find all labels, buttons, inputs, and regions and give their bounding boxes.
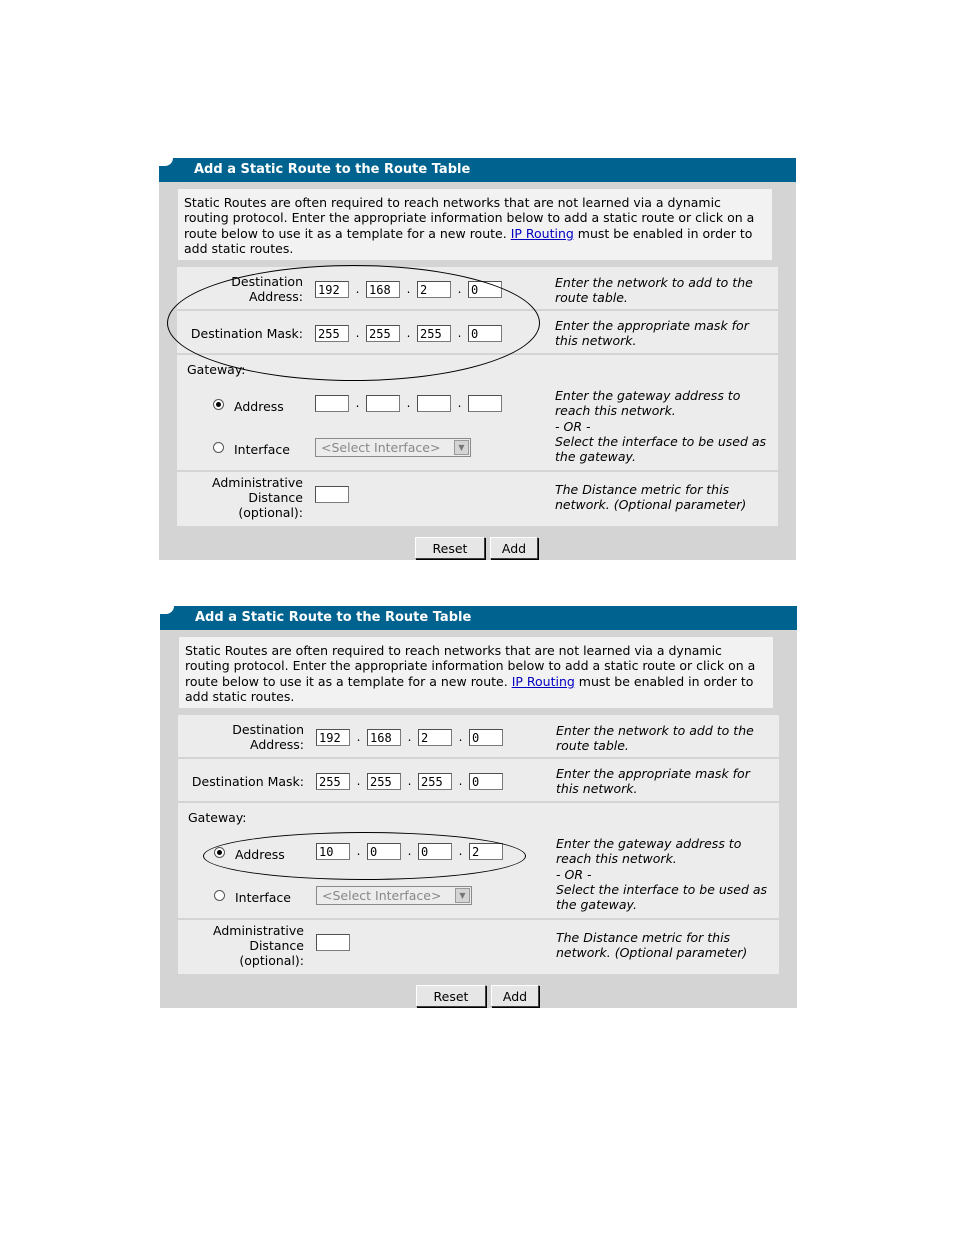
dest-mask-octet-3[interactable] [418, 773, 452, 790]
dest-address-octet-4[interactable] [469, 729, 503, 746]
gateway-octet-2[interactable] [367, 843, 401, 860]
dest-mask-octet-1[interactable] [315, 325, 349, 342]
intro-box [178, 189, 772, 260]
destination-address-label: Destination Address: [232, 722, 304, 752]
intro-text: Static Routes are often required to reach networks that are not learned via a dynamic routing protocol. Enter the appropriate information below to add a static route or click on a route below to use it as a template for a new route. [184, 195, 755, 241]
gateway-address-radio[interactable] [213, 399, 224, 410]
chevron-down-icon[interactable]: ▼ [454, 440, 469, 455]
intro-box [179, 637, 773, 708]
title-tab-notch [160, 606, 174, 614]
dest-mask-octet-2[interactable] [367, 773, 401, 790]
intro-tail: must be enabled in order to add static routes. [185, 673, 754, 704]
gateway-octet-1[interactable] [315, 395, 349, 412]
dest-mask-octet-2[interactable] [366, 325, 400, 342]
static-route-panel-2 [160, 606, 797, 1008]
interface-select[interactable] [315, 438, 471, 457]
dest-address-octet-2[interactable] [366, 281, 400, 298]
destination-mask-label: Destination Mask: [190, 326, 303, 341]
gateway-interface-radio[interactable] [213, 442, 224, 453]
destination-mask-input: 255 . 255 . 255 . 0 [316, 773, 503, 790]
chevron-down-icon[interactable]: ▼ [455, 888, 470, 903]
gateway-octet-4[interactable] [468, 395, 502, 412]
dest-address-octet-4[interactable] [468, 281, 502, 298]
ip-routing-link[interactable]: IP Routing [510, 225, 574, 241]
static-route-panel-1 [159, 158, 796, 560]
panel-title: Add a Static Route to the Route Table [194, 162, 471, 177]
gateway-hint: Enter the gateway address to reach this network. - OR - Select the interface to be used as the gateway. [555, 388, 767, 465]
gateway-label: Gateway: [188, 810, 247, 825]
destination-mask-row [177, 311, 778, 355]
interface-select[interactable] [316, 886, 472, 905]
add-button[interactable]: Add [490, 537, 538, 559]
panel-title-bar [159, 158, 796, 182]
panel-title-bar [160, 606, 797, 630]
destination-address-row [178, 715, 779, 759]
destination-mask-label: Destination Mask: [191, 774, 304, 789]
gateway-octet-2[interactable] [366, 395, 400, 412]
admin-distance-hint: The Distance metric for this network. (Optional parameter) [555, 482, 747, 513]
dest-mask-octet-3[interactable] [417, 325, 451, 342]
gateway-row [177, 355, 778, 472]
admin-distance-input[interactable] [316, 934, 350, 951]
admin-distance-row [177, 472, 778, 528]
dest-mask-octet-4[interactable] [469, 773, 503, 790]
admin-distance-field [315, 486, 349, 503]
gateway-octet-4[interactable] [469, 843, 503, 860]
dest-address-octet-3[interactable] [417, 281, 451, 298]
dest-address-octet-1[interactable] [316, 729, 350, 746]
destination-address-hint: Enter the network to add to the route table. [555, 275, 753, 306]
destination-mask-hint: Enter the appropriate mask for this network. [556, 766, 750, 797]
dest-mask-octet-1[interactable] [316, 773, 350, 790]
interface-select-value: <Select Interface> [322, 888, 442, 903]
admin-distance-hint: The Distance metric for this network. (Optional parameter) [556, 930, 748, 961]
reset-button[interactable]: Reset [415, 537, 485, 559]
gateway-address-input: . . . [315, 395, 502, 412]
admin-distance-row [178, 920, 779, 976]
gateway-label: Gateway: [187, 362, 246, 377]
admin-distance-input[interactable] [315, 486, 349, 503]
destination-address-hint: Enter the network to add to the route table. [556, 723, 754, 754]
gateway-interface-option-label: Interface [234, 442, 290, 457]
dest-address-octet-2[interactable] [367, 729, 401, 746]
admin-distance-label: Administrative Distance (optional): [212, 475, 303, 520]
intro-text: Static Routes are often required to reach networks that are not learned via a dynamic routing protocol. Enter the appropriate information below to add a static route or click on a route below to use it as a template for a new route. [185, 643, 756, 689]
gateway-octet-3[interactable] [418, 843, 452, 860]
gateway-address-radio[interactable] [214, 847, 225, 858]
gateway-interface-radio[interactable] [214, 890, 225, 901]
intro-tail: must be enabled in order to add static routes. [184, 225, 753, 256]
destination-address-label: Destination Address: [231, 274, 303, 304]
title-tab-notch [159, 158, 173, 166]
dest-address-octet-3[interactable] [418, 729, 452, 746]
gateway-octet-3[interactable] [417, 395, 451, 412]
destination-address-input: 192 . 168 . 2 . 0 [316, 729, 503, 746]
gateway-row [178, 803, 779, 920]
dest-mask-octet-4[interactable] [468, 325, 502, 342]
destination-address-input: 192 . 168 . 2 . 0 [315, 281, 502, 298]
panel-title: Add a Static Route to the Route Table [195, 610, 472, 625]
interface-select-value: <Select Interface> [321, 440, 441, 455]
ip-routing-link[interactable]: IP Routing [511, 673, 575, 689]
gateway-address-option-label: Address [234, 399, 284, 414]
destination-address-row [177, 267, 778, 311]
reset-button[interactable]: Reset [416, 985, 486, 1007]
gateway-hint: Enter the gateway address to reach this network. - OR - Select the interface to be used as the gateway. [556, 836, 768, 913]
gateway-interface-option-label: Interface [235, 890, 291, 905]
gateway-octet-1[interactable] [316, 843, 350, 860]
add-button[interactable]: Add [491, 985, 539, 1007]
gateway-address-option-label: Address [235, 847, 285, 862]
destination-mask-hint: Enter the appropriate mask for this network. [555, 318, 749, 349]
admin-distance-label: Administrative Distance (optional): [213, 923, 304, 968]
destination-mask-input: 255 . 255 . 255 . 0 [315, 325, 502, 342]
dest-address-octet-1[interactable] [315, 281, 349, 298]
gateway-address-input: 10 . 0 . 0 . 2 [316, 843, 503, 860]
admin-distance-field [316, 934, 350, 951]
destination-mask-row [178, 759, 779, 803]
